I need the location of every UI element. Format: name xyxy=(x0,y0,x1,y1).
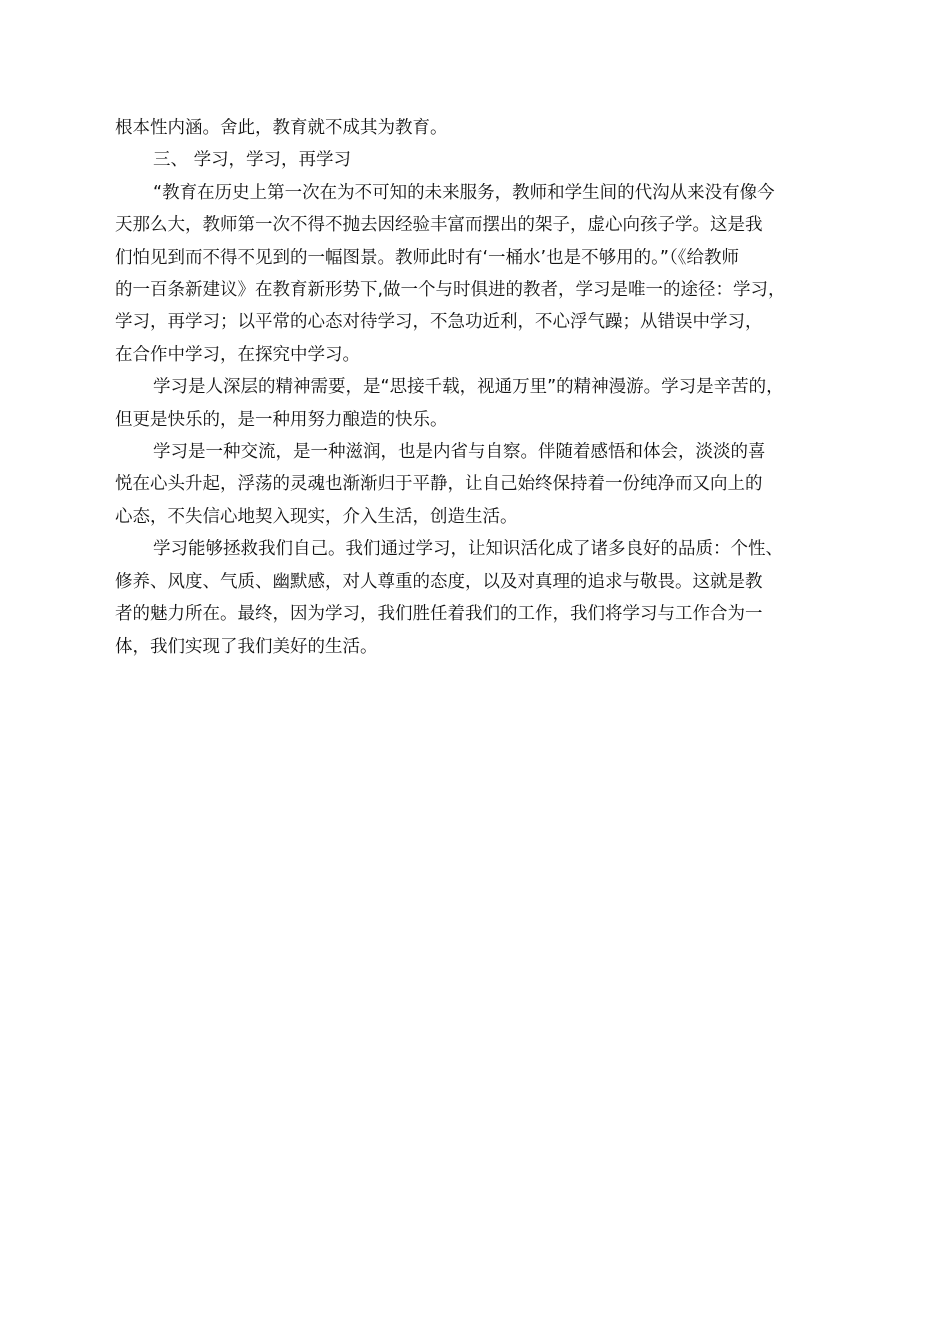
text-line: 悦在心头升起，浮荡的灵魂也渐渐归于平静，让自己始终保持着一份纯净而又向上的 xyxy=(115,474,763,495)
text-line: 者的魅力所在。最终，因为学习，我们胜任着我们的工作，我们将学习与工作合为一 xyxy=(115,604,763,625)
text-line: 学习是人深层的精神需要，是“思接千载，视通万里”的精神漫游。学习是辛苦的， xyxy=(153,377,784,398)
text-line: 学习，再学习；以平常的心态对待学习，不急功近利，不心浮气躁；从错误中学习， xyxy=(115,312,763,333)
text-line: 在合作中学习，在探究中学习。 xyxy=(115,344,360,365)
text-line: “教育在历史上第一次在为不可知的未来服务，教师和学生间的代沟从来没有像今 xyxy=(153,182,775,203)
text-line: 天那么大，教师第一次不得不抛去因经验丰富而摆出的架子，虚心向孩子学。这是我 xyxy=(115,215,763,236)
text-line: 心态，不失信心地契入现实，介入生活，创造生活。 xyxy=(115,506,518,527)
text-line: 学习能够拯救我们自己。我们通过学习，让知识活化成了诸多良好的品质：个性、 xyxy=(153,539,783,560)
text-line: 的一百条新建议》在教育新形势下,做一个与时俱进的教者，学习是唯一的途径：学习， xyxy=(115,280,786,301)
text-line: 学习是一种交流，是一种滋润，也是内省与自察。伴随着感悟和体会，淡淡的喜 xyxy=(153,442,766,463)
section-heading: 三、 学习，学习，再学习 xyxy=(153,150,352,171)
document-body xyxy=(115,112,840,663)
text-line: 体，我们实现了我们美好的生活。 xyxy=(115,636,378,657)
text-line: 们怕见到而不得不见到的一幅图景。教师此时有‘一桶水’也是不够用的。”（《给教师 xyxy=(115,247,739,268)
text-line: 但更是快乐的，是一种用努力酿造的快乐。 xyxy=(115,409,448,430)
text-line: 根本性内涵。舍此，教育就不成其为教育。 xyxy=(115,118,448,138)
text-line: 修养、风度、气质、幽默感，对人尊重的态度，以及对真理的追求与敬畏。这就是教 xyxy=(115,571,763,592)
